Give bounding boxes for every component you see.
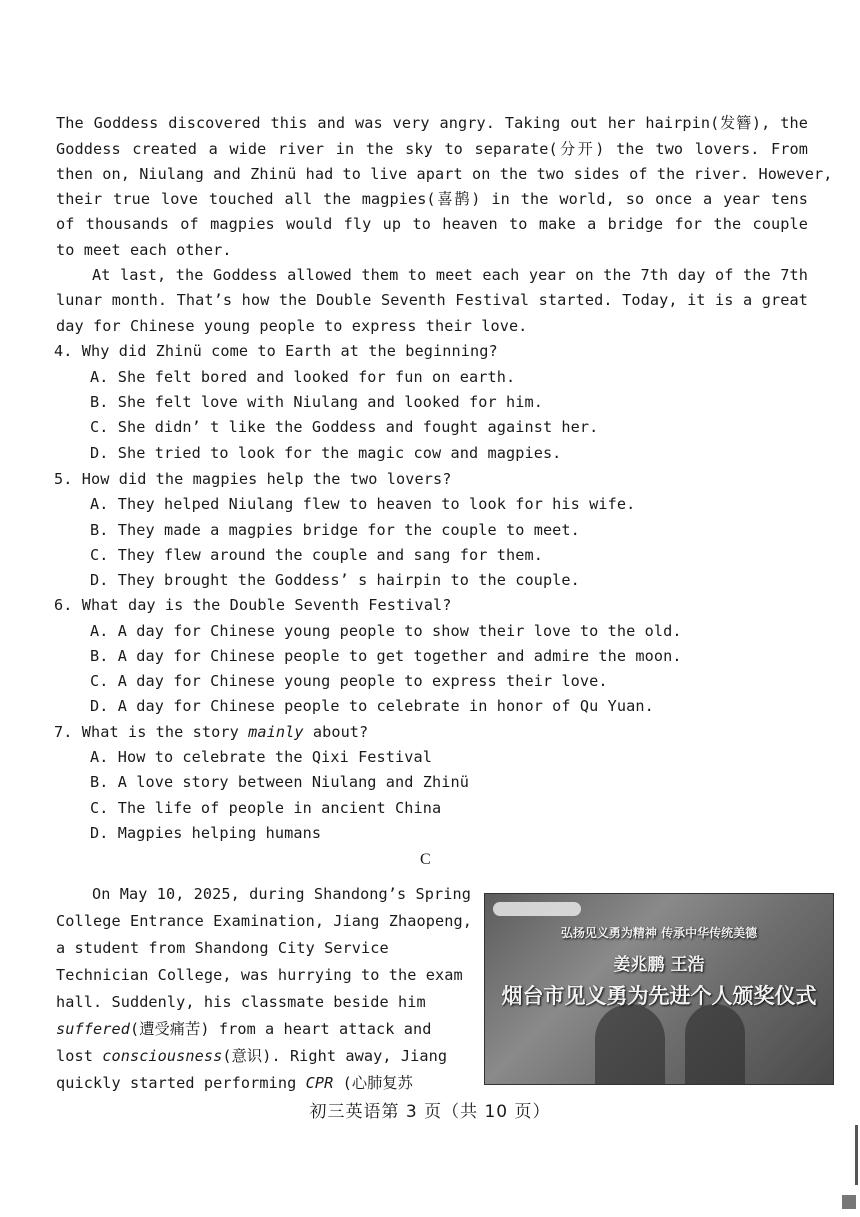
question-stem <box>54 722 368 742</box>
text-line: to meet each other. <box>56 241 232 259</box>
option: B. A day for Chinese people to get together and admire the moon. <box>90 647 682 665</box>
emphasis-word: consciousness <box>102 1047 223 1065</box>
question-stem: 4. Why did Zhinü come to Earth at the beginning? <box>54 342 498 360</box>
question-stem: 6. What day is the Double Seventh Festival? <box>54 596 452 614</box>
line-text: (心肺复苏 <box>333 1074 413 1092</box>
option: C. They flew around the couple and sang for them. <box>90 546 543 564</box>
option: B. They made a magpies bridge for the couple to meet. <box>90 521 580 539</box>
emphasis-word: mainly <box>248 723 304 741</box>
text-line: The Goddess discovered this and was very angry. Taking out her hairpin(发簪), the <box>56 114 808 132</box>
text-line: lunar month. That’s how the Double Seventh Festival started. Today, it is a great <box>56 291 808 309</box>
text-line: day for Chinese young people to express their love. <box>56 317 528 335</box>
tv-logo-icon <box>493 902 581 916</box>
person-silhouette <box>685 1004 745 1084</box>
emphasis-word: CPR <box>305 1074 334 1092</box>
text-line: then on, Niulang and Zhinü had to live apart on the two sides of the river. However, <box>56 165 833 183</box>
scan-edge-mark <box>855 1125 858 1185</box>
text-line: hall. Suddenly, his classmate beside him <box>56 993 426 1011</box>
option: C. A day for Chinese young people to express their love. <box>90 672 608 690</box>
option: A. How to celebrate the Qixi Festival <box>90 748 433 766</box>
stem-text: 7. What is the story <box>54 723 249 741</box>
text-line: On May 10, 2025, during Shandong’s Spring <box>92 885 471 903</box>
text-line: their true love touched all the magpies(喜鹊) in the world, so once a year tens <box>56 190 808 208</box>
option: B. She felt love with Niulang and looked for him. <box>90 393 543 411</box>
option: C. She didn’ t like the Goddess and fought against her. <box>90 418 599 436</box>
text-line: At last, the Goddess allowed them to meet each year on the 7th day of the 7th <box>92 266 808 284</box>
option: C. The life of people in ancient China <box>90 799 442 817</box>
line-text: lost <box>56 1047 103 1065</box>
text-line: College Entrance Examination, Jiang Zhaopeng, <box>56 912 472 930</box>
photo-banner-title: 烟台市见义勇为先进个人颁奖仪式 <box>501 984 817 1008</box>
option: D. A day for Chinese people to celebrate in honor of Qu Yuan. <box>90 697 654 715</box>
page-footer: 初三英语第 3 页（共 10 页） <box>309 1102 551 1122</box>
scan-edge-mark <box>842 1195 856 1209</box>
option: D. They brought the Goddess’ s hairpin to the couple. <box>90 571 580 589</box>
option: A. A day for Chinese young people to show their love to the old. <box>90 622 682 640</box>
option: A. She felt bored and looked for fun on earth. <box>90 368 516 386</box>
option: D. She tried to look for the magic cow and magpies. <box>90 444 562 462</box>
option: B. A love story between Niulang and Zhinü <box>90 773 469 791</box>
line-text: quickly started performing <box>56 1074 306 1092</box>
photo-banner-line: 姜兆鹏 王浩 <box>613 955 705 975</box>
text-line: Technician College, was hurrying to the exam <box>56 966 463 984</box>
photo-banner-line: 弘扬见义勇为精神 传承中华传统美德 <box>560 926 758 940</box>
emphasis-word: suffered <box>56 1020 130 1038</box>
section-letter: C <box>420 851 431 868</box>
option: A. They helped Niulang flew to heaven to look for his wife. <box>90 495 636 513</box>
text-line <box>56 1046 447 1066</box>
text-line <box>56 1019 431 1039</box>
text-line: a student from Shandong City Service <box>56 939 389 957</box>
text-line <box>56 1073 413 1093</box>
line-text: (意识). Right away, Jiang <box>222 1047 448 1065</box>
question-stem: 5. How did the magpies help the two lovers? <box>54 470 452 488</box>
text-line: Goddess created a wide river in the sky to separate(分开) the two lovers. From <box>56 140 808 158</box>
stem-text: about? <box>303 723 369 741</box>
option: D. Magpies helping humans <box>90 824 322 842</box>
award-ceremony-photo <box>484 893 834 1085</box>
person-silhouette <box>595 1004 665 1084</box>
text-line: of thousands of magpies would fly up to heaven to make a bridge for the couple <box>56 215 808 233</box>
line-text: (遭受痛苦) from a heart attack and <box>129 1020 432 1038</box>
